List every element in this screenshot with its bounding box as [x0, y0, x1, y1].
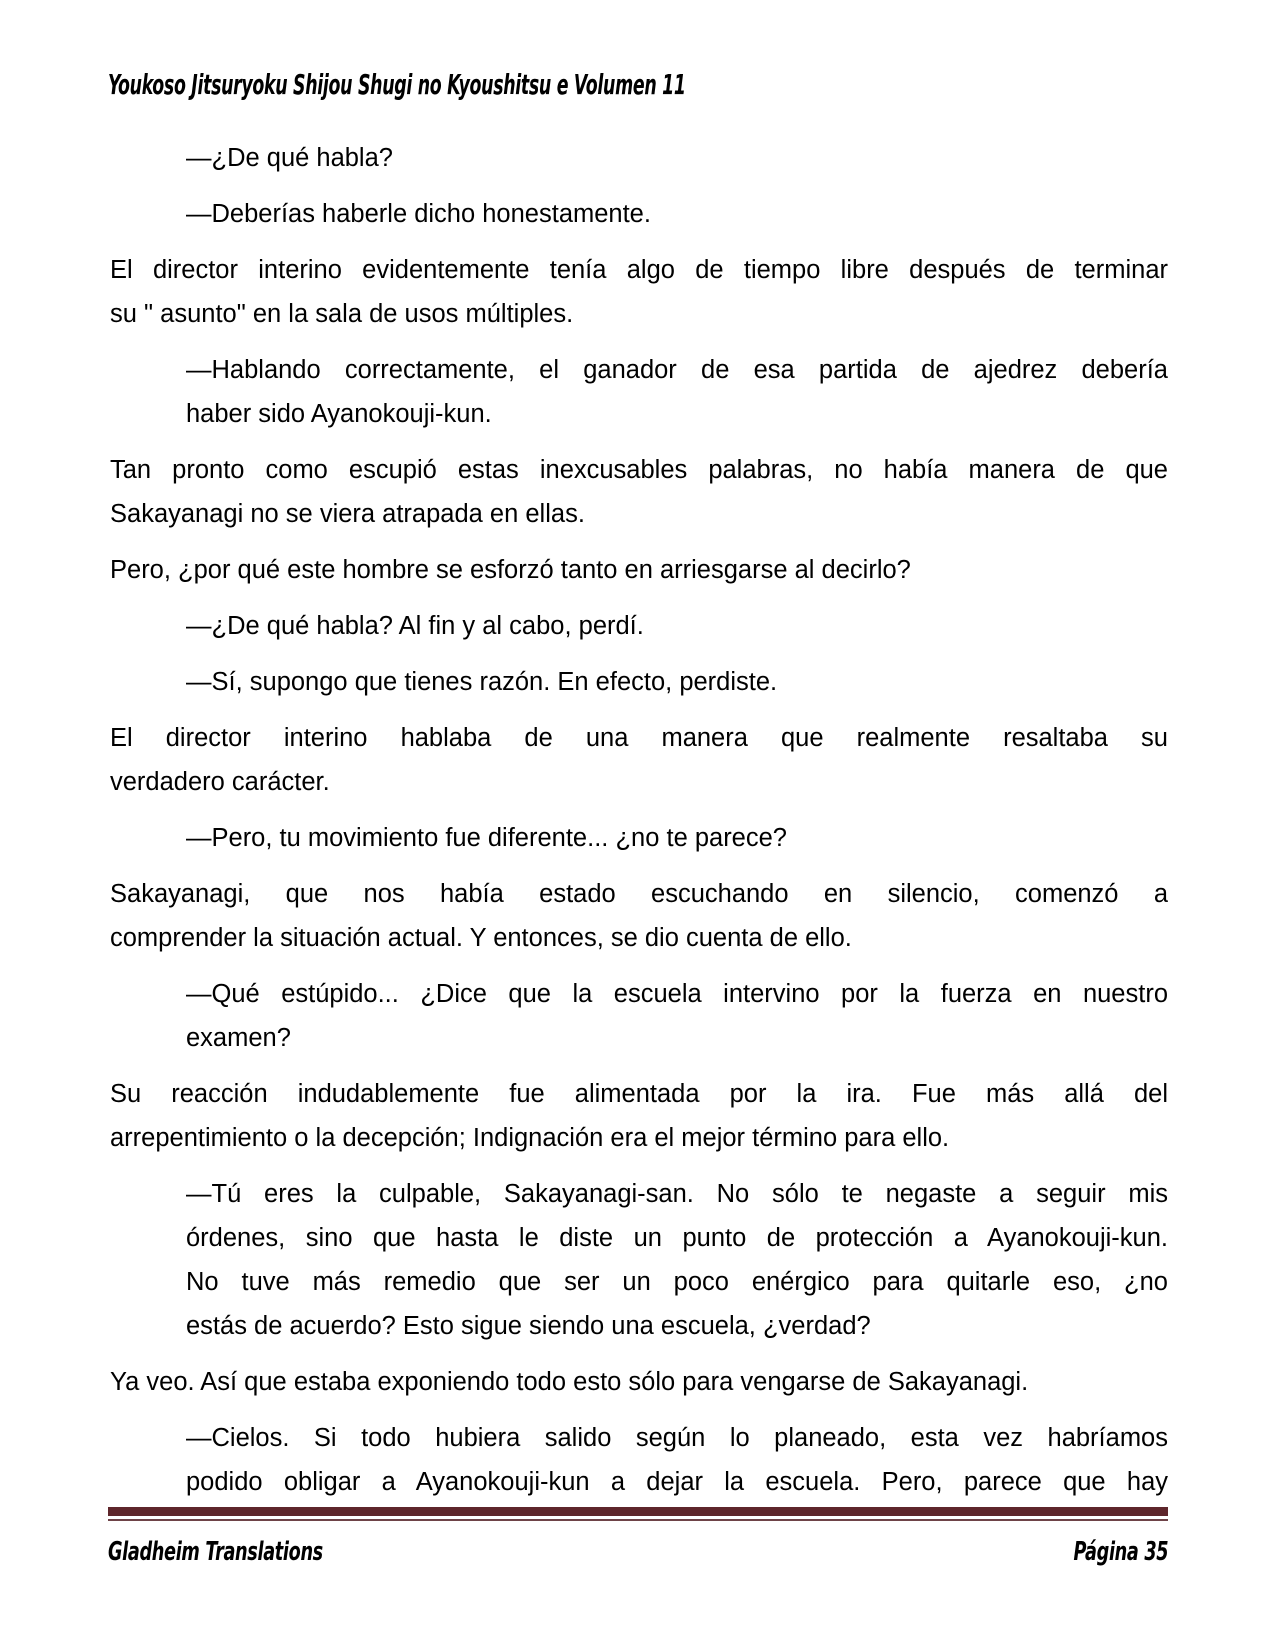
dialogue-paragraph: [110, 136, 1168, 180]
text-line: arrepentimiento o la decepción; Indignación era el mejor término para ello.: [110, 1124, 950, 1152]
footer-rule: [108, 1507, 1168, 1521]
text-line: estás de acuerdo? Esto sigue siendo una escuela, ¿verdad?: [186, 1312, 871, 1340]
text-line: —Sí, supongo que tienes razón. En efecto, perdiste.: [186, 668, 778, 696]
narration-paragraph: [110, 448, 1168, 536]
text-line: El director interino hablaba de una manera que realmente resaltaba su: [110, 724, 1168, 752]
text-line: Pero, ¿por qué este hombre se esforzó tanto en arriesgarse al decirlo?: [110, 556, 911, 584]
text-line: su " asunto" en la sala de usos múltiples.: [110, 300, 574, 328]
narration-paragraph: [110, 548, 1168, 592]
narration-paragraph: [110, 872, 1168, 960]
text-line: comprender la situación actual. Y entonces, se dio cuenta de ello.: [110, 924, 852, 952]
text-line: haber sido Ayanokouji-kun.: [186, 400, 492, 428]
text-line: Ya veo. Así que estaba exponiendo todo esto sólo para vengarse de Sakayanagi.: [110, 1368, 1029, 1396]
text-line: —Cielos. Si todo hubiera salido según lo planeado, esta vez habríamos: [186, 1424, 1168, 1452]
text-line: —Deberías haberle dicho honestamente.: [186, 200, 651, 228]
text-line: Sakayanagi, que nos había estado escuchando en silencio, comenzó a: [110, 880, 1168, 908]
text-line: —Tú eres la culpable, Sakayanagi-san. No sólo te negaste a seguir mis: [186, 1180, 1168, 1208]
dialogue-paragraph: [110, 816, 1168, 860]
narration-paragraph: [110, 1360, 1168, 1404]
narration-paragraph: [110, 248, 1168, 336]
text-line: —Pero, tu movimiento fue diferente... ¿no te parece?: [186, 824, 787, 852]
footer-translator-credit: Gladheim Translations: [108, 1537, 323, 1567]
dialogue-paragraph: [110, 348, 1168, 436]
text-line: Su reacción indudablemente fue alimentada por la ira. Fue más allá del: [110, 1080, 1168, 1108]
header-title: Youkoso Jitsuryoku Shijou Shugi no Kyoushitsu e Volumen 11: [108, 68, 686, 101]
dialogue-paragraph: [110, 972, 1168, 1060]
dialogue-paragraph: [110, 1172, 1168, 1348]
text-line: Tan pronto como escupió estas inexcusables palabras, no había manera de que: [110, 456, 1168, 484]
text-line: verdadero carácter.: [110, 768, 330, 796]
text-line: podido obligar a Ayanokouji-kun a dejar la escuela. Pero, parece que hay: [186, 1468, 1168, 1496]
text-line: Sakayanagi no se viera atrapada en ellas.: [110, 500, 585, 528]
dialogue-paragraph: [110, 660, 1168, 704]
text-line: —Qué estúpido... ¿Dice que la escuela intervino por la fuerza en nuestro: [186, 980, 1168, 1008]
dialogue-paragraph: [110, 604, 1168, 648]
text-line: —¿De qué habla?: [186, 144, 393, 172]
text-line: El director interino evidentemente tenía algo de tiempo libre después de terminar: [110, 256, 1168, 284]
text-line: No tuve más remedio que ser un poco enérgico para quitarle eso, ¿no: [186, 1268, 1168, 1296]
text-line: examen?: [186, 1024, 291, 1052]
dialogue-paragraph: [110, 192, 1168, 236]
text-line: —¿De qué habla? Al fin y al cabo, perdí.: [186, 612, 644, 640]
page-footer: [108, 1536, 1168, 1568]
footer-page-number: Página 35: [1073, 1537, 1168, 1567]
text-line: órdenes, sino que hasta le diste un punto de protección a Ayanokouji-kun.: [186, 1224, 1168, 1252]
page-header: [108, 68, 1168, 104]
narration-paragraph: [110, 1072, 1168, 1160]
dialogue-paragraph: [110, 1416, 1168, 1504]
narration-paragraph: [110, 716, 1168, 804]
text-line: —Hablando correctamente, el ganador de esa partida de ajedrez debería: [186, 356, 1168, 384]
page-body: [110, 136, 1168, 1516]
